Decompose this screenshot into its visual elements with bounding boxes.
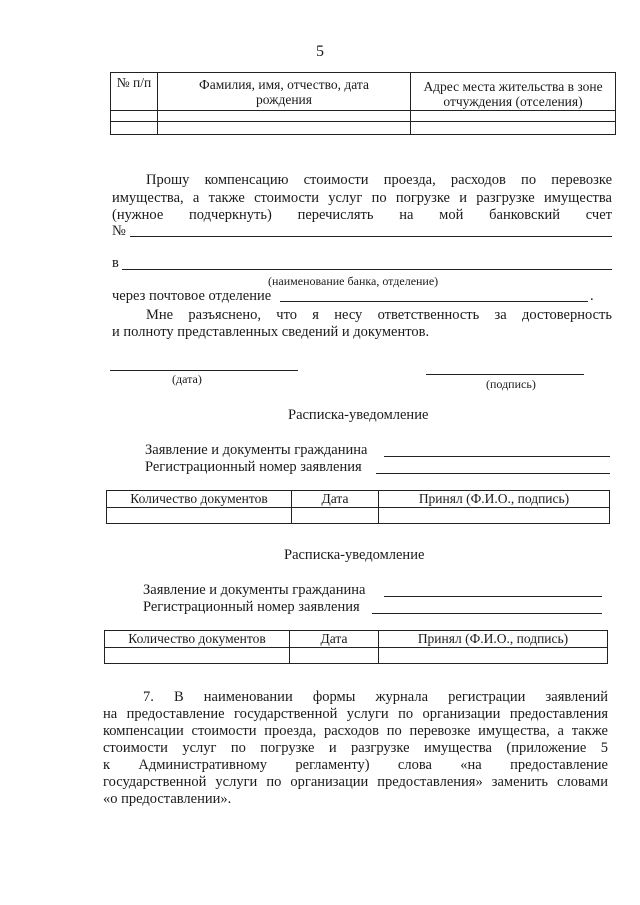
receipt-docs-field[interactable]: [384, 456, 610, 457]
receipt-title: Расписка-уведомление: [288, 407, 429, 423]
receipt-docs-label: Заявление и документы гражданина: [143, 582, 366, 598]
table-cell[interactable]: [111, 122, 158, 135]
receipt-table: [104, 630, 608, 664]
responsibility-line: Мне разъяснено, что я несу ответственность за достоверность: [146, 307, 612, 323]
receipt-col-count: Количество документов: [107, 491, 292, 508]
col-header-address: Адрес места жительства в зоне отчуждения (отселения): [411, 73, 616, 111]
paragraph-7-line: 7. В наименовании формы журнала регистрации заявлений: [143, 689, 608, 705]
col-header-name: Фамилия, имя, отчество, дата рождения: [158, 73, 411, 111]
table-cell[interactable]: [105, 648, 290, 664]
table-cell[interactable]: [411, 122, 616, 135]
receipt-docs-label: Заявление и документы гражданина: [145, 442, 368, 458]
paragraph-7-line: к Административному регламенту) слова «на предоставление: [103, 757, 608, 773]
table-cell[interactable]: [379, 508, 610, 524]
table-cell[interactable]: [111, 111, 158, 122]
date-caption: (дата): [172, 372, 202, 386]
receipt-title: Расписка-уведомление: [284, 547, 425, 563]
bank-name-field[interactable]: [122, 269, 612, 270]
receipt-col-accepted: Принял (Ф.И.О., подпись): [379, 491, 610, 508]
table-cell[interactable]: [107, 508, 292, 524]
table-cell[interactable]: [158, 111, 411, 122]
post-office-label: через почтовое отделение: [112, 288, 272, 304]
post-office-field[interactable]: [280, 301, 588, 302]
applicants-table: [110, 72, 616, 135]
paragraph-7-last-line: «о предоставлении».: [103, 791, 232, 807]
receipt-reg-label: Регистрационный номер заявления: [145, 459, 362, 475]
receipt-reg-field[interactable]: [376, 473, 610, 474]
responsibility-line: и полноту представленных сведений и документов.: [112, 324, 430, 340]
account-number-field[interactable]: [130, 236, 612, 237]
signature-field[interactable]: [426, 374, 584, 375]
table-cell[interactable]: [290, 648, 379, 664]
table-cell[interactable]: [158, 122, 411, 135]
table-cell[interactable]: [292, 508, 379, 524]
paragraph-7-line: компенсации стоимости проезда, расходов по перевозке имущества, а также: [103, 723, 608, 739]
paragraph-7-line: государственной услуги по организации предоставления» заменить словами: [103, 774, 608, 790]
account-number-label: №: [112, 223, 126, 239]
paragraph-7-line: стоимости услуг по погрузке и разгрузке имущества (приложение 5: [103, 740, 608, 756]
bank-prefix-label: в: [112, 255, 119, 271]
request-line: Прошу компенсацию стоимости проезда, расходов по перевозке: [146, 172, 612, 188]
receipt-col-count: Количество документов: [105, 631, 290, 648]
date-field[interactable]: [110, 370, 298, 371]
receipt-reg-label: Регистрационный номер заявления: [143, 599, 360, 615]
receipt-reg-field[interactable]: [372, 613, 602, 614]
receipt-docs-field[interactable]: [384, 596, 602, 597]
table-cell[interactable]: [379, 648, 608, 664]
receipt-table: [106, 490, 610, 524]
table-cell[interactable]: [411, 111, 616, 122]
request-line: имущества, а также стоимости услуг по погрузке и разгрузке имущества: [112, 190, 612, 206]
receipt-col-date: Дата: [292, 491, 379, 508]
request-line: (нужное подчеркнуть) перечислять на мой банковский счет: [112, 207, 612, 223]
col-header-number: № п/п: [111, 73, 158, 111]
signature-caption: (подпись): [486, 377, 536, 391]
paragraph-7-line: на предоставление государственной услуги по организации предоставления: [103, 706, 608, 722]
receipt-col-accepted: Принял (Ф.И.О., подпись): [379, 631, 608, 648]
receipt-col-date: Дата: [290, 631, 379, 648]
bank-field-caption: (наименование банка, отделение): [268, 274, 439, 288]
post-office-end: .: [590, 288, 594, 304]
page-number: 5: [316, 43, 324, 60]
